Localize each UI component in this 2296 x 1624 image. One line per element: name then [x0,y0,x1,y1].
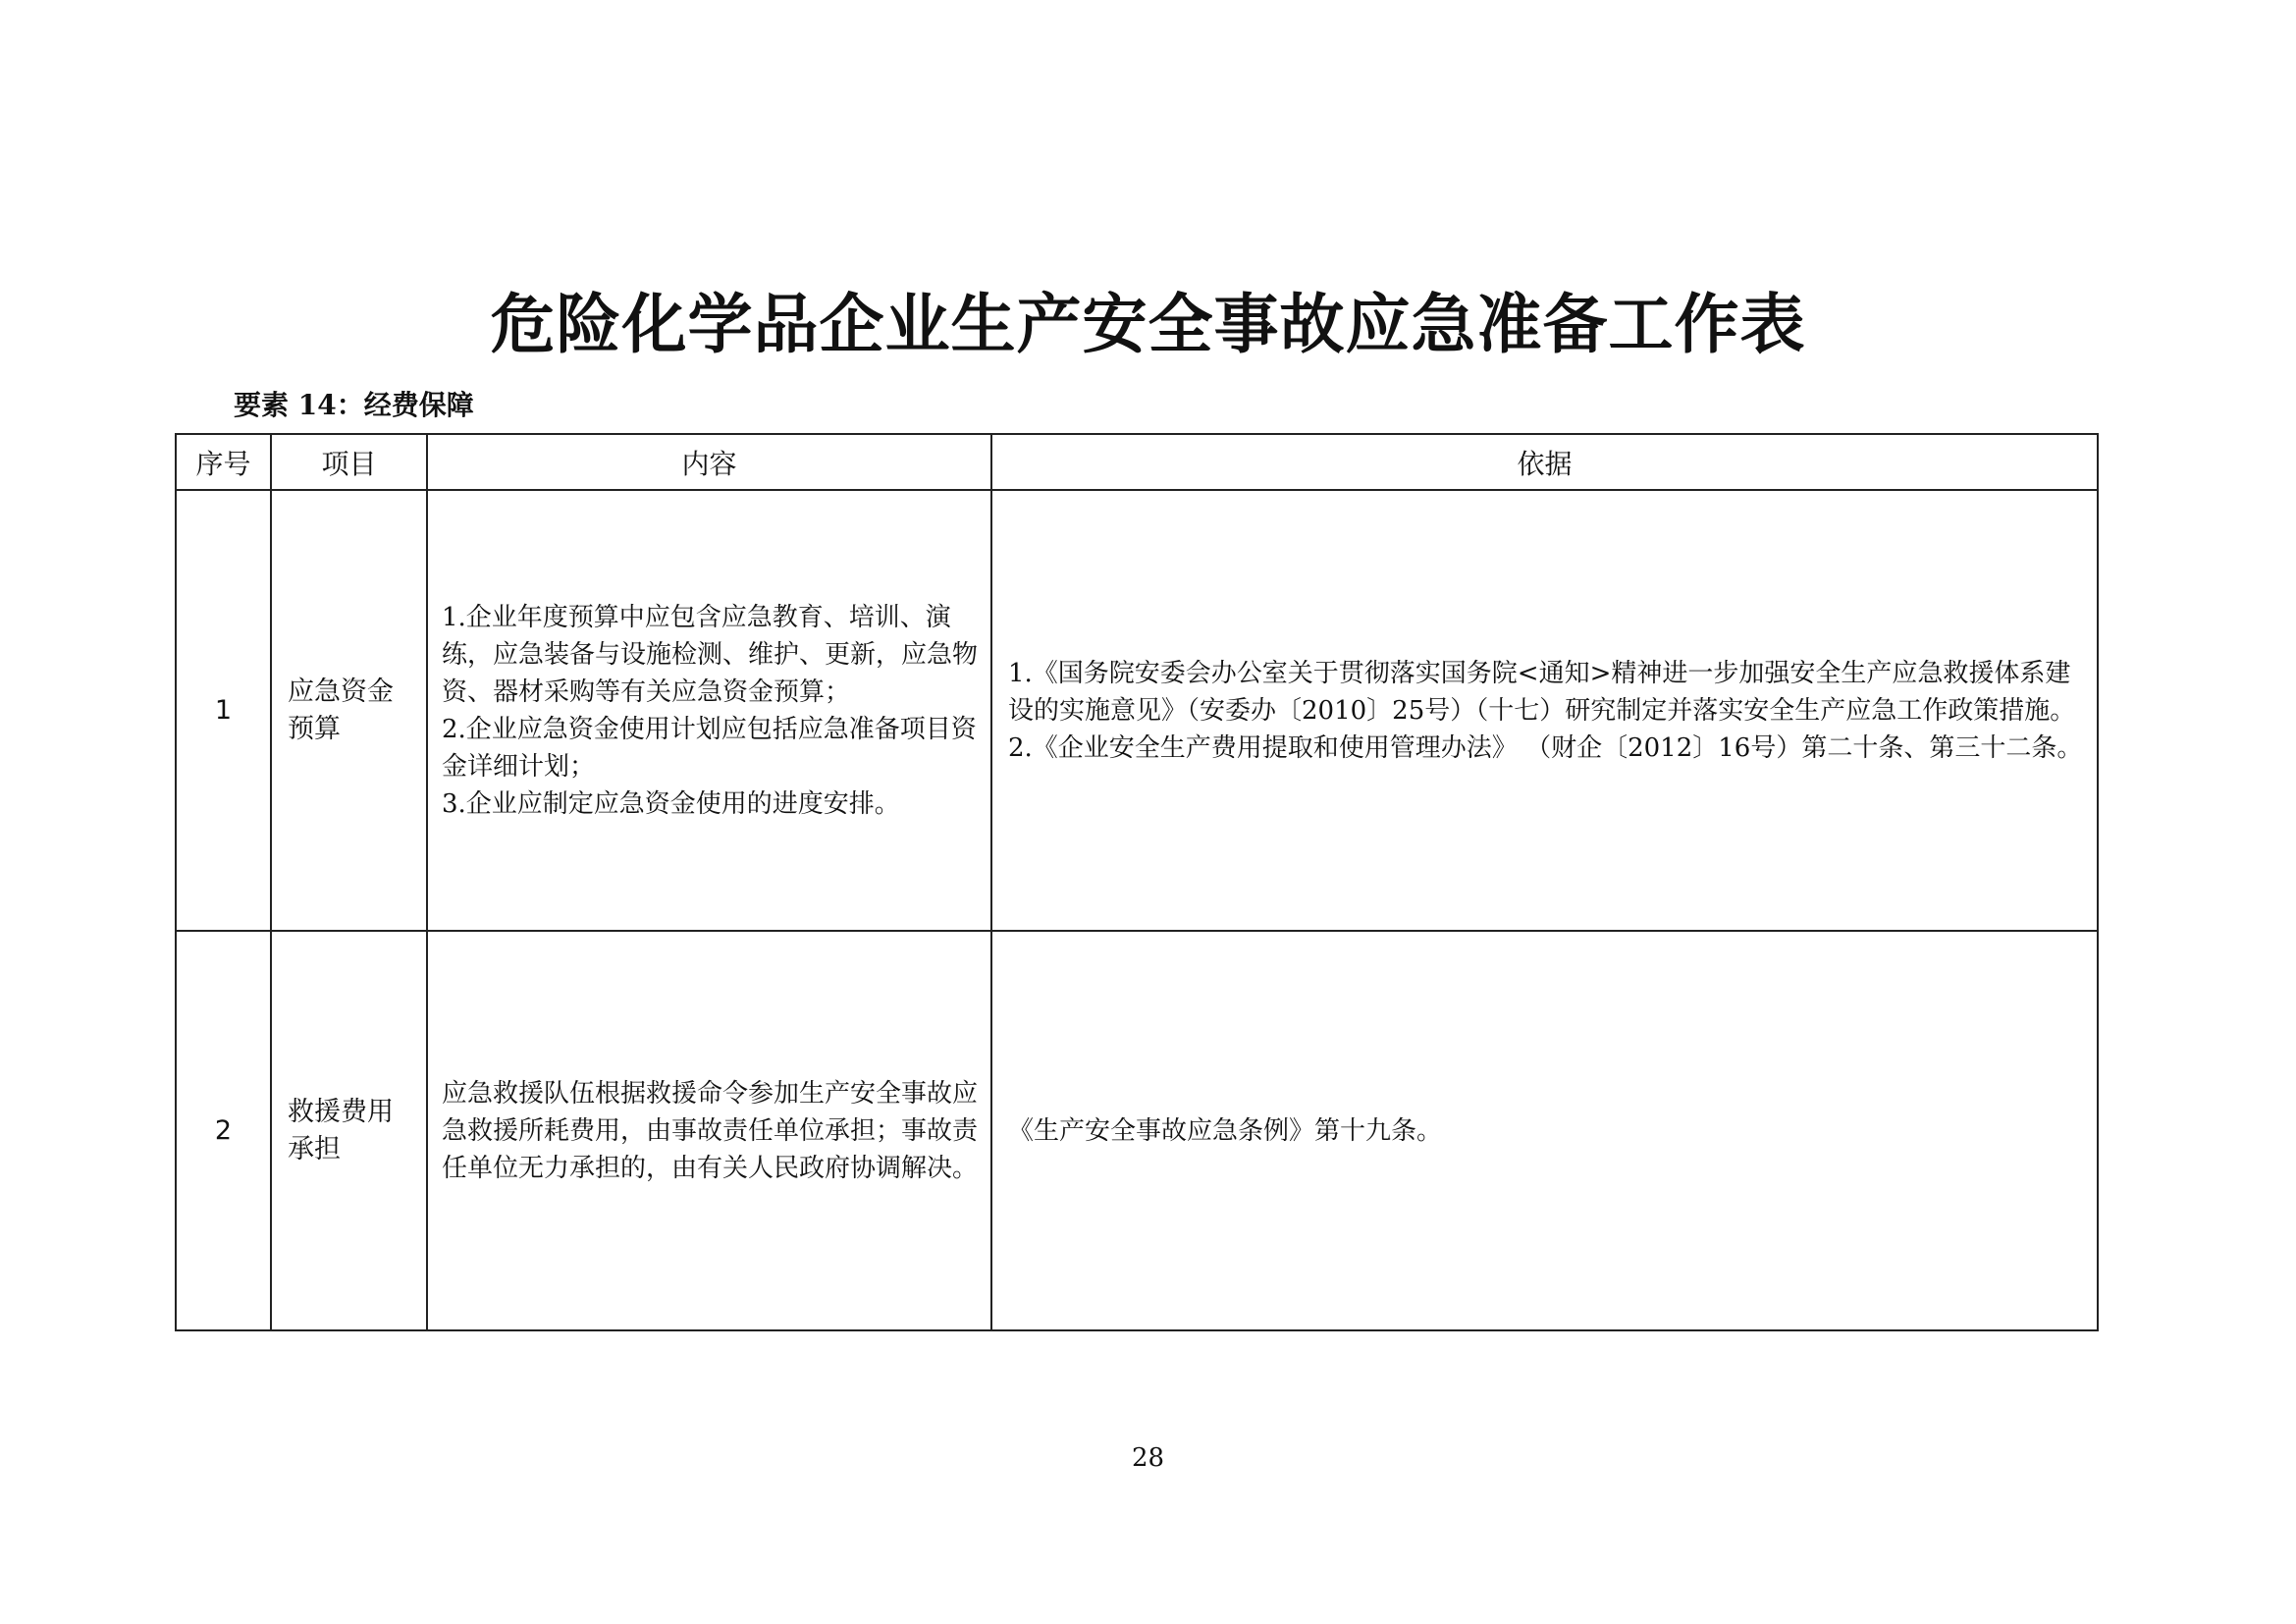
header-content: 内容 [427,434,991,490]
row-basis [991,931,2098,1330]
preparation-table [175,433,2099,1331]
table-header-row [176,434,2098,490]
row-content [427,490,991,931]
row-content [427,931,991,1330]
header-basis: 依据 [991,434,2098,490]
table-row [176,931,2098,1330]
page-number: 28 [1131,1443,1165,1473]
basis-line: 2.《企业安全生产费用提取和使用管理办法》 （财企〔2012〕16号）第二十条、第三十二条。 [1008,732,2083,763]
document-title: 危险化学品企业生产安全事故应急准备工作表 [490,286,1806,362]
basis-line: 1.《国务院安委会办公室关于贯彻落实国务院<通知>精神进一步加强安全生产应急救援体系建设的实施意见》（安委办〔2010〕25号）（十七）研究制定并落实安全生产应急工作政策措施。 [1008,658,2076,726]
content-line: 2.企业应急资金使用计划应包括应急准备项目资金详细计划； [442,714,977,782]
table-row [176,490,2098,931]
row-item: 应急资金预算 [271,490,427,931]
row-basis [991,490,2098,931]
row-seq: 2 [176,931,271,1330]
header-seq: 序号 [176,434,271,490]
row-item: 救援费用承担 [271,931,427,1330]
row-seq: 1 [176,490,271,931]
element-label: 要素 14：经费保障 [234,389,474,421]
header-item: 项目 [271,434,427,490]
content-line: 应急救援队伍根据救援命令参加生产安全事故应急救援所耗费用，由事故责任单位承担；事故责任单位无力承担的，由有关人民政府协调解决。 [442,1078,979,1183]
basis-line: 《生产安全事故应急条例》第十九条。 [1008,1115,1443,1146]
content-line: 3.企业应制定应急资金使用的进度安排。 [442,788,900,819]
content-line: 1.企业年度预算中应包含应急教育、培训、演练，应急装备与设施检测、维护、更新，应急物资、器材采购等有关应急资金预算； [442,602,979,707]
